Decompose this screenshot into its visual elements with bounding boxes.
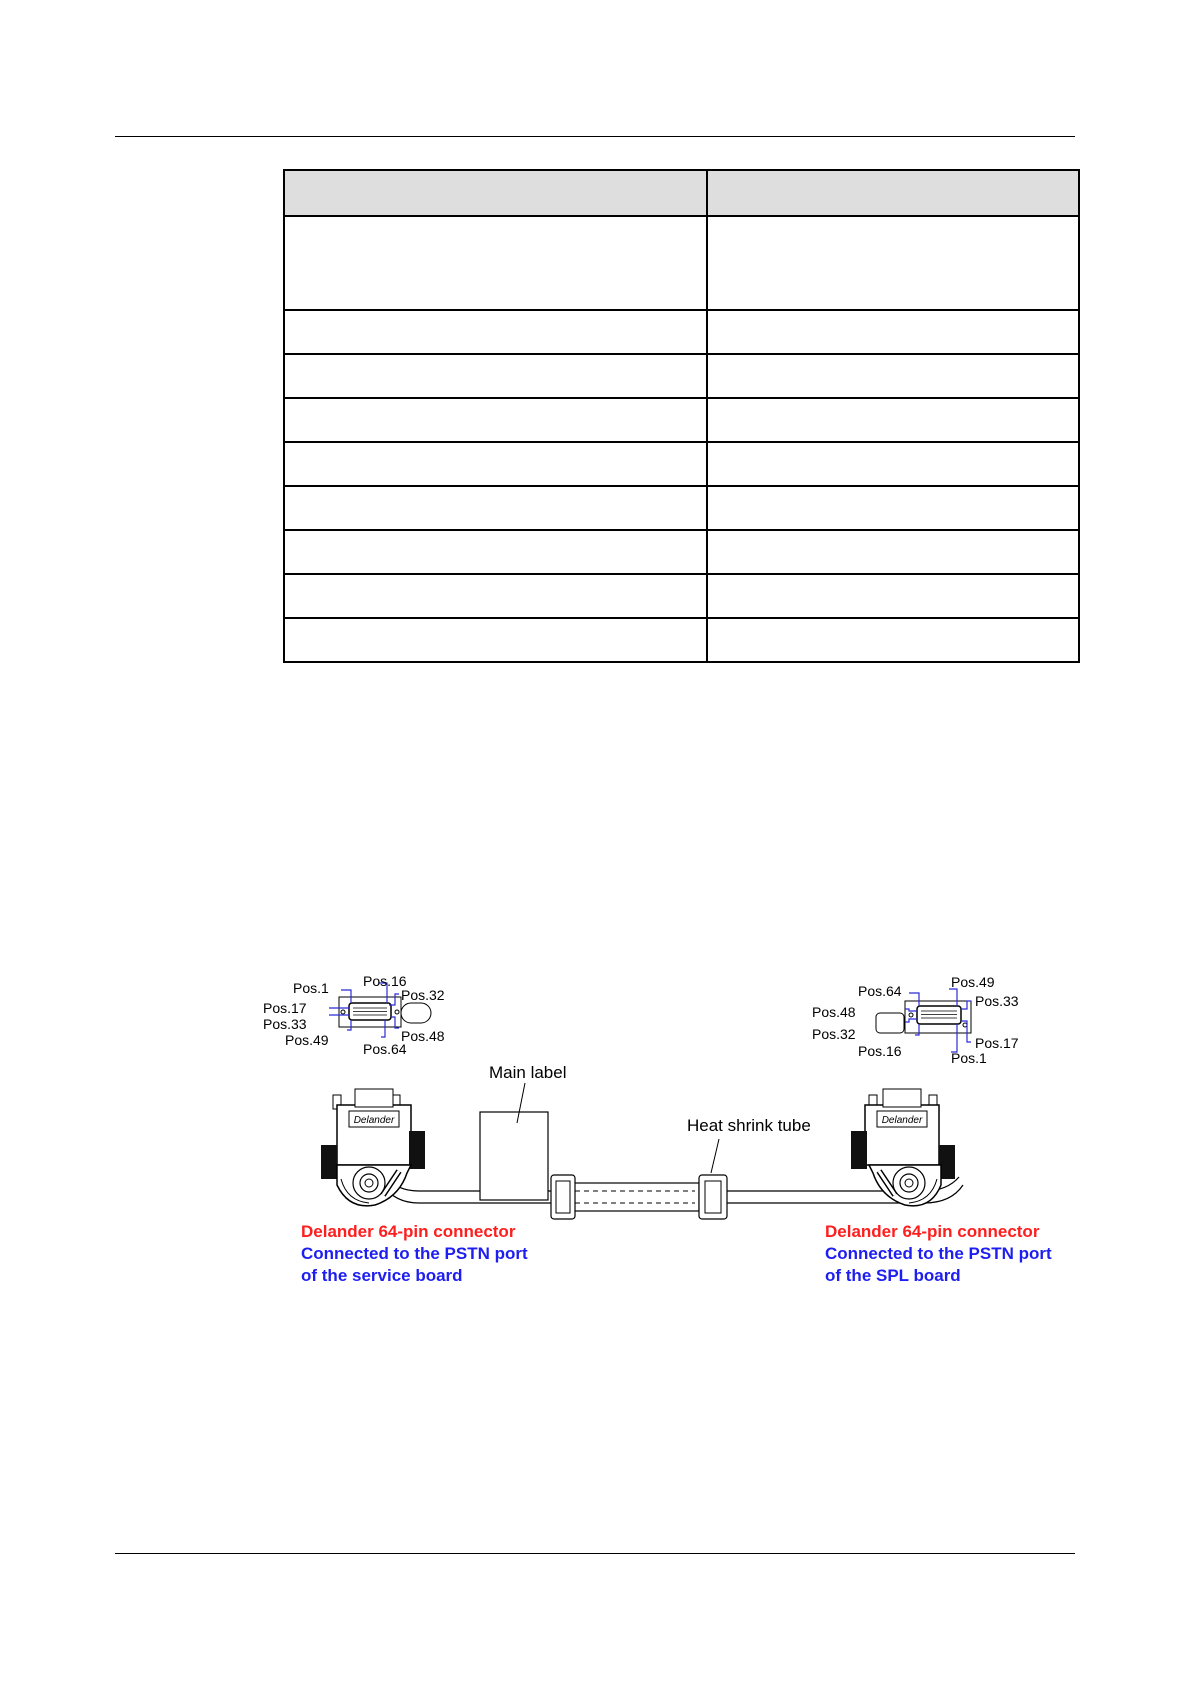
cable-sleeve [569,1183,699,1211]
table-cell [707,442,1079,486]
table-cell [707,618,1079,662]
table-cell [707,216,1079,310]
right-pinout-view [812,974,1019,1066]
table-cell [707,354,1079,398]
pin-label: Pos.32 [401,987,445,1003]
pin-label: Pos.48 [401,1028,445,1044]
table-cell [284,398,707,442]
pin-label: Pos.16 [858,1043,902,1059]
heat-shrink-label: Heat shrink tube [687,1116,811,1135]
brand-text: Delander [353,1115,395,1126]
right-connector-type: Delander 64-pin connector [825,1222,1040,1241]
table-row [284,442,1079,486]
left-connection-line2: of the service board [301,1266,463,1285]
table-cell [284,442,707,486]
right-connection-line2: of the SPL board [825,1266,961,1285]
table-row [284,530,1079,574]
table-cell [707,310,1079,354]
table-cell [707,574,1079,618]
pin-label: Pos.33 [975,993,1019,1009]
pin-label: Pos.16 [363,973,407,989]
pin-label: Pos.17 [975,1035,1019,1051]
table-row [284,216,1079,310]
pin-label: Pos.1 [951,1050,987,1066]
right-caption [825,1222,1052,1285]
table-cell [284,354,707,398]
left-connector-type: Delander 64-pin connector [301,1222,516,1241]
table-cell [284,618,707,662]
table-row [284,354,1079,398]
pin-label: Pos.64 [858,983,902,999]
table-cell [284,486,707,530]
right-connector [851,1089,955,1206]
table-header-row [284,170,1079,216]
table-row [284,398,1079,442]
pin-label: Pos.49 [285,1032,329,1048]
spec-table [283,169,1080,663]
table-row [284,310,1079,354]
table-header-cell [707,170,1079,216]
cable-diagram [263,965,1079,1285]
table-cell [707,398,1079,442]
table-row [284,486,1079,530]
table-cell [284,574,707,618]
footer-rule [115,1553,1075,1554]
cable-clamp [551,1175,575,1219]
table-row [284,574,1079,618]
main-label-text: Main label [489,1063,567,1082]
table-row [284,618,1079,662]
pin-label: Pos.48 [812,1004,856,1020]
left-pinout-view [263,973,445,1057]
table-cell [284,530,707,574]
table-cell [284,310,707,354]
table-cell [707,530,1079,574]
brand-text: Delander [881,1115,923,1126]
right-connection-line1: Connected to the PSTN port [825,1244,1052,1263]
left-connection-line1: Connected to the PSTN port [301,1244,528,1263]
table-cell [707,486,1079,530]
header-rule [115,136,1075,137]
table-cell [284,216,707,310]
pin-label: Pos.64 [363,1041,407,1057]
left-caption [301,1222,528,1285]
pin-label: Pos.1 [293,980,329,996]
table-header-cell [284,170,707,216]
pin-label: Pos.49 [951,974,995,990]
pin-label: Pos.32 [812,1026,856,1042]
pin-label: Pos.33 [263,1016,307,1032]
pin-label: Pos.17 [263,1000,307,1016]
left-connector [321,1089,425,1206]
